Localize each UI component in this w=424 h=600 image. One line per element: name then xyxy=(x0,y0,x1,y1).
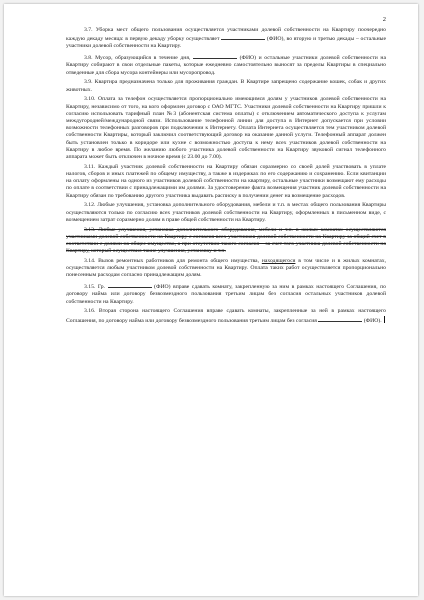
paragraph-4: 3.10. Оплата за телефон осуществляется пропорционально имеющимся долям у участников долевой собственности на Квартиру, независимо от того, на кого оформлен договор с ОАО МГТС. Участники долевой собственности на Квартиру пришли к согласию использовать тарифный план №3 (абонентская система оплаты) с отключением автоматического доступа к услугам междугородней/международной связи. Использование телефонной линии для доступа в Интернет допускается при условии возможности телефонных разговоров при подключении к Интернету. Оплата Интернета осуществляется тем участником долевой собственности Квартиры, который заключил соответствующий договор на оказание данной услуги. Телефонный аппарат должен быть установлен только в коридоре или кухне с возможностью доступа к нему всех участников долевой собственности на Квартиру в любое время. По желанию любого участника долевой собственности на Квартиру звуковой сигнал телефонного аппарата может быть отключен в ночное время (с 23.00 до 7.00). xyxy=(66,96,386,161)
underlined-word: находящегося xyxy=(261,258,296,265)
name-blank-line[interactable] xyxy=(221,34,265,40)
paragraph-1: 3.7. Уборка мест общего пользования осуществляется участниками долевой собственности на Квартиру поочередно каждую декаду месяца: в первую декаду уборку осуществляет (ФИО), во вторую и третью декады – остальные участники долевой собственности на Квартиру. xyxy=(66,27,386,50)
document-body xyxy=(66,27,386,327)
paragraph-5: 3.11. Каждый участник долевой собственности на Квартиру обязан соразмерно со своей долей участвовать в уплате налогов, сборов и иных платежей по общему имуществу, а также в издержках по его содержанию и сохранению. Если квитанции на оплату оформлены на одного из участников долевой собственности на квартиру, остальные участники возмещают ему расходы по оплате в соответствии с принадлежащими им долями. За удостоверение факта возмещения участник долевой собственности на Квартиру обязан по требованию другого участника выдавать расписку в получении денег на возмещение расходов. xyxy=(66,163,386,199)
paragraph-7: 3.13. Любые улучшения, установка дополнительного оборудования, мебели и т.п. в жилых комнатах осуществляются участниками долевой собственности на Квартиру с согласия всех участников долевой собственности на Квартиру за общий счет в соответствии с долями на общее имущество, а при отсутствии такого согласия – за счет того участника долевой собственности на Квартиру, который осуществил такие улучшения, установку и т.п. xyxy=(66,226,386,255)
document-page xyxy=(4,4,418,596)
text-cursor xyxy=(384,316,386,323)
paragraph-6: 3.12. Любые улучшения, установка дополнительного оборудования, мебели и т.п. в местах общего пользования Квартиры осуществляются только по согласию всех участников долевой собственности на Квартиру, оформленных в письменном виде, с возмещением затрат соразмерно долям в праве общей собственности на Квартиру. xyxy=(66,202,386,223)
paragraph-2: 3.8. Мусор, образующийся в течение дня, (ФИО) и остальные участники долевой собственности на Квартиру собирают в свои отдельные пакеты, которые ежедневно самостоятельно выносят за пределы Квартиры в специально отведенные для сбора мусора контейнеры или мусоропровод. xyxy=(66,55,386,76)
page-number: 2 xyxy=(382,16,386,23)
paragraph-10: 3.16. Вторая сторона настоящего Соглашения вправе сдавать комнаты, закрепленные за ней в рамках настоящего Соглашения, по договору найма или договору безвозмездного пользования третьим лицам без согласия (ФИО). xyxy=(66,308,386,324)
name-blank-line[interactable] xyxy=(318,316,362,322)
name-blank-line[interactable] xyxy=(193,53,237,59)
paragraph-9: 3.15. Гр. (ФИО) вправе сдавать комнату, закрепленную за ним в рамках настоящего Соглашения, по договору найма или договору безвозмездного пользования третьим лицам без согласия остальных участников долевой собственности на Квартиру. xyxy=(66,284,386,305)
paragraph-3: 3.9. Квартира предназначена только для проживания граждан. В Квартире запрещено содержание кошек, собак и других животных. xyxy=(66,79,386,93)
paragraph-8: 3.14. Вызов ремонтных работников для ремонта общего имущества, находящегося в том числе и в жилых комнатах, осуществляется любым участником долевой собственности на Квартиру. Оплата таких работ осуществляется пропорционально понесенным расходам согласно принадлежащим долям. xyxy=(66,258,386,279)
name-blank-line[interactable] xyxy=(108,282,152,288)
